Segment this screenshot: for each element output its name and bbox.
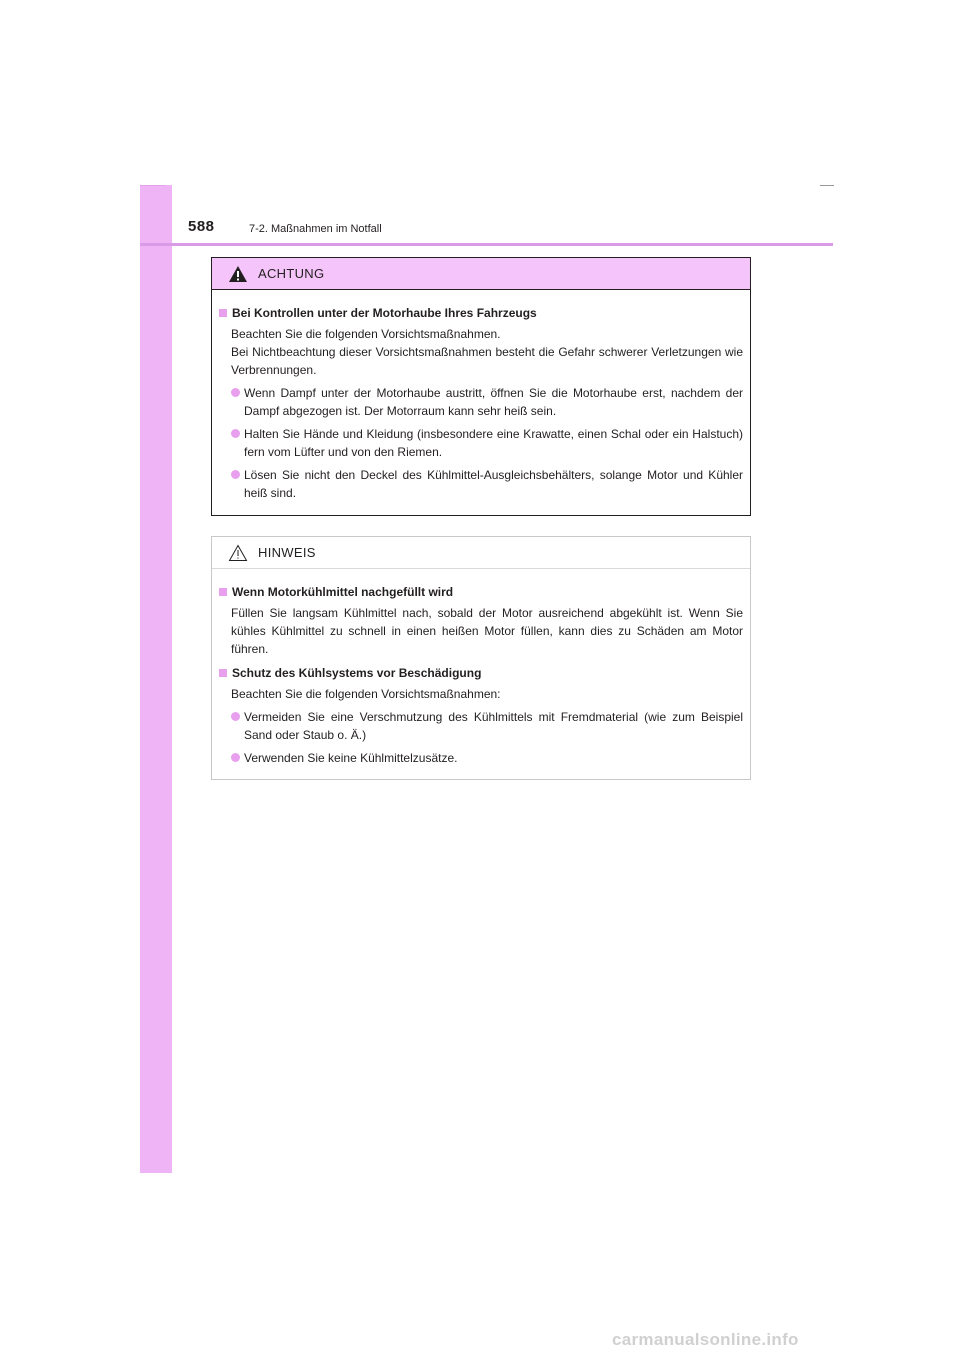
round-bullet-icon [231, 388, 240, 397]
side-bar-tick [140, 185, 166, 186]
square-bullet-icon [219, 588, 227, 596]
notice-heading [218, 583, 743, 601]
caution-intro-2: Bei Nichtbeachtung dieser Vorsichtsmaßnahmen besteht die Gefahr schwerer Verletzungen wie Verbrennungen. [231, 345, 743, 377]
caution-intro-1: Beachten Sie die folgenden Vorsichtsmaßnahmen. [231, 327, 501, 341]
side-color-bar [140, 185, 172, 1173]
section-title: 7-2. Maßnahmen im Notfall [249, 223, 382, 235]
notice-title: HINWEIS [258, 545, 316, 560]
caution-title: ACHTUNG [258, 266, 325, 281]
round-bullet-icon [231, 712, 240, 721]
notice-heading [218, 664, 743, 682]
round-bullet-icon [231, 753, 240, 762]
caution-heading-text: Bei Kontrollen unter der Motorhaube Ihres Fahrzeugs [232, 306, 537, 320]
caution-header [212, 258, 750, 290]
caution-bullet [218, 466, 743, 502]
page-number: 588 [188, 218, 215, 235]
warning-triangle-filled-icon [228, 265, 248, 283]
square-bullet-icon [219, 669, 227, 677]
footer-watermark-logo: carmanualsonline.info [612, 1330, 799, 1349]
caution-body [212, 290, 750, 502]
caution-bullet-text: Lösen Sie nicht den Deckel des Kühlmittel-Ausgleichsbehälters, solange Motor und Kühler heiß sind. [244, 468, 743, 500]
notice-heading-text: Wenn Motorkühlmittel nachgefüllt wird [232, 585, 454, 599]
caution-heading [218, 304, 743, 322]
square-bullet-icon [219, 309, 227, 317]
warning-triangle-outline-icon [228, 544, 248, 562]
caution-bullet [218, 425, 743, 461]
round-bullet-icon [231, 429, 240, 438]
caution-bullet-text: Wenn Dampf unter der Motorhaube austritt, öffnen Sie die Motorhaube erst, nachdem der Dampf abgezogen ist. Der Motorraum kann sehr heiß sein. [244, 386, 743, 418]
notice-paragraph: Füllen Sie langsam Kühlmittel nach, sobald der Motor ausreichend abgekühlt ist. Wenn Sie kühles Kühlmittel zu schnell in einen heißen Motor füllen, kann dies zu Schäden am Motor führen. [231, 606, 743, 656]
notice-bullet-text: Vermeiden Sie eine Verschmutzung des Kühlmittels mit Fremdmaterial (wie zum Beispiel Sand oder Staub o. Ä.) [244, 710, 743, 742]
notice-heading-text: Schutz des Kühlsystems vor Beschädigung [232, 666, 482, 680]
caution-box [211, 257, 751, 516]
header-rule [140, 243, 833, 246]
caution-bullet [218, 384, 743, 420]
notice-header [212, 537, 750, 569]
round-bullet-icon [231, 470, 240, 479]
notice-body [212, 569, 750, 767]
notice-bullet [218, 749, 743, 767]
notice-paragraph: Beachten Sie die folgenden Vorsichtsmaßnahmen: [231, 687, 501, 701]
corner-crop-mark [820, 185, 834, 186]
notice-bullet-text: Verwenden Sie keine Kühlmittelzusätze. [244, 751, 458, 765]
notice-bullet [218, 708, 743, 744]
caution-bullet-text: Halten Sie Hände und Kleidung (insbesondere eine Krawatte, einen Schal oder ein Halstuch) fern vom Lüfter und von den Riemen. [244, 427, 743, 459]
notice-box [211, 536, 751, 780]
